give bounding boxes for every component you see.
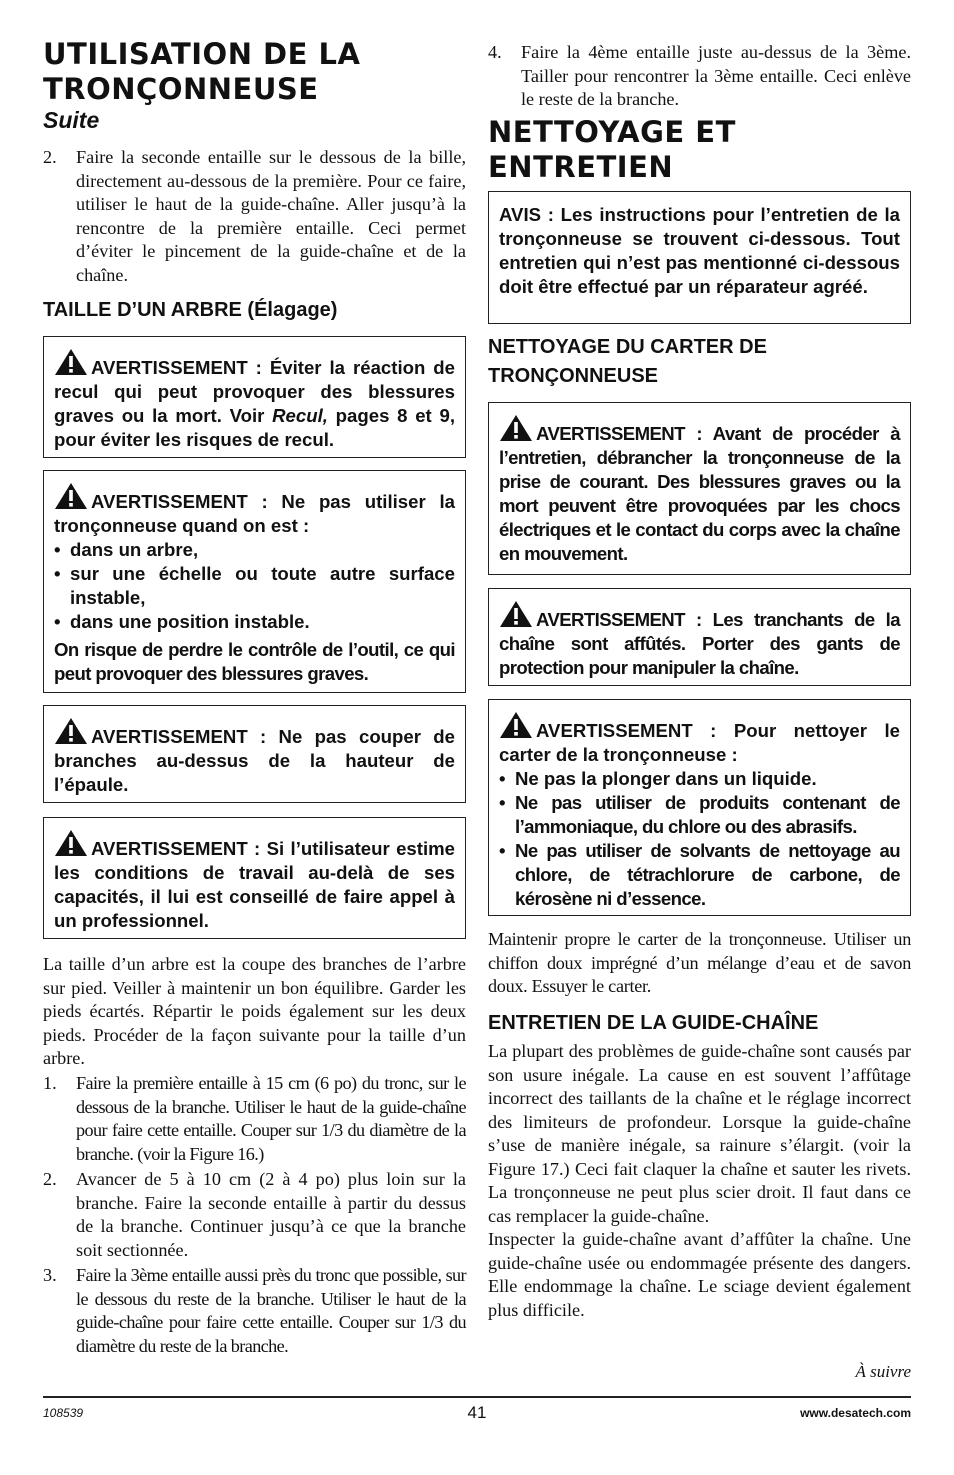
step-number: 2.: [43, 147, 57, 167]
step-number: 4.: [488, 42, 502, 62]
warning-text: AVERTISSEMENT : Pour nettoyer le carter de la tronçonneuse :: [499, 720, 900, 765]
footer-divider: [43, 1396, 911, 1398]
step-text: Faire la 4ème entaille juste au-dessus de la 3ème. Tailler pour rencontrer la 3ème entaille. Ceci enlève le reste de la branche.: [521, 42, 911, 109]
title-line-1: NETTOYAGE ET: [488, 115, 736, 149]
body-paragraph: Maintenir propre le carter de la tronçonneuse. Utiliser un chiffon doux imprégné d’un mélange d’eau et de savon doux. Essuyer le carter.: [488, 929, 911, 996]
section-heading: [488, 333, 911, 391]
bullet-text: dans un arbre,: [70, 539, 199, 560]
step-item: [43, 1168, 466, 1262]
step-number: 3.: [43, 1265, 57, 1285]
step-number: 1.: [43, 1073, 57, 1093]
warning-triangle-icon: [54, 482, 88, 510]
step-item: [488, 41, 911, 112]
warning-triangle-icon: [54, 829, 88, 857]
bullet-item: • dans un arbre,: [54, 538, 455, 562]
warning-text: AVERTISSEMENT : Avant de procéder à l’entretien, débrancher la tronçonneuse de la prise de courant. Des blessures graves ou la mort peuvent être provoquées par les chocs électriques et le contact du corps avec la chaîne en mouvement.: [499, 423, 900, 564]
section-heading: ENTRETIEN DE LA GUIDE-CHAÎNE: [488, 1012, 819, 1034]
body-paragraph: La taille d’un arbre est la coupe des branches de l’arbre sur pied. Veiller à maintenir un bon équilibre. Garder les pieds écartés. Répartir le poids également sur les deux pieds. Procéder de la façon suivante pour la taille d’un arbre.: [43, 954, 466, 1068]
warning-text-end: pages 8 et 9, pour éviter les risques de recul.: [54, 405, 455, 450]
step-text: Faire la première entaille à 15 cm (6 po) du tronc, sur le dessous de la branche. Utiliser le haut de la guide-chaîne pour faire cette entaille. Couper sur 1/3 du diamètre de la branche. (voir la Figure 16.): [76, 1073, 466, 1164]
warning-consequence: On risque de perdre le contrôle de l’outil, ce qui peut provoquer des blessures graves.: [54, 639, 455, 684]
bullet-item: • sur une échelle ou toute autre surface instable,: [54, 563, 455, 608]
page-number: 41: [467, 1403, 487, 1422]
notice-text: AVIS : Les instructions pour l’entretien de la tronçonneuse se trouvent ci-dessous. Tout entretien qui n’est pas mentionné ci-dessous doit être effectué par un réparateur agréé.: [499, 204, 900, 297]
notice-box: [488, 191, 911, 324]
warning-triangle-icon: [499, 600, 533, 628]
doc-number: 108539: [43, 1406, 84, 1420]
warning-box: [488, 699, 911, 916]
warning-text: AVERTISSEMENT : Ne pas couper de branches au-dessus de la hauteur de l’épaule.: [54, 726, 455, 795]
warning-box: [488, 588, 911, 686]
title-line-1: UTILISATION DE LA: [43, 37, 361, 71]
paragraph-guide-wear: La plupart des problèmes de guide-chaîne sont causés par son usure inégale. La cause en est souvent l’affûtage incorrect des taillants de la chaîne et le réglage incorrect des limiteurs de profondeur. Lorsque la guide-chaîne s’use de manière inégale, sa rainure s’élargit. (voir la Figure 17.) Ceci fait claquer la chaîne et sauter les rivets. La tronçonneuse ne peut plus scier droit. Il faut dans ce cas remplacer la guide-chaîne.: [488, 1041, 911, 1226]
warning-triangle-icon: [499, 414, 533, 442]
step-item: [43, 1072, 466, 1166]
warning-box: [488, 402, 911, 575]
section-heading: TAILLE D’UN ARBRE (Élagage): [43, 299, 338, 321]
warning-ref: Recul,: [272, 405, 328, 426]
heading-line-1: NETTOYAGE DU CARTER DE: [488, 336, 767, 358]
section-title: [488, 115, 911, 185]
warning-text: AVERTISSEMENT : Ne pas utiliser la tronçonneuse quand on est :: [54, 491, 455, 536]
warning-text: AVERTISSEMENT : Les tranchants de la chaîne sont affûtés. Porter des gants de protection pour manipuler la chaîne.: [499, 609, 900, 678]
heading-line-2: TRONÇONNEUSE: [488, 365, 659, 387]
section-title: [43, 37, 466, 133]
bullet-item: • Ne pas utiliser de produits contenant de l’ammoniaque, du chlore ou des abrasifs.: [499, 792, 900, 837]
warning-triangle-icon: [54, 348, 88, 376]
step-number: 2.: [43, 1169, 57, 1189]
bullet-item: • dans une position instable.: [54, 610, 455, 634]
step-item: [43, 146, 466, 287]
bullet-text: Ne pas la plonger dans un liquide.: [515, 768, 817, 789]
continued-label: À suivre: [855, 1362, 911, 1381]
warning-text: AVERTISSEMENT : Si l’utilisateur estime les conditions de travail au-delà de ses capacités, il lui est conseillé de faire appel à un professionnel.: [54, 838, 455, 931]
step-text: Faire la seconde entaille sur le dessous de la bille, directement au-dessous de la première. Pour ce faire, utiliser le haut de la guide-chaîne. Aller jusqu’à la rencontre de la première entaille. Ceci permet d’éviter le pincement de la guide-chaîne et de la chaîne.: [76, 147, 466, 285]
warning-text: AVERTISSEMENT : Éviter la réaction de recul qui peut provoquer des blessures graves ou la mort. Voir: [54, 357, 455, 426]
warning-box: [43, 817, 466, 939]
warning-box: [43, 470, 466, 693]
title-line-2: ENTRETIEN: [488, 150, 674, 184]
warning-triangle-icon: [54, 717, 88, 745]
step-item: [43, 1264, 466, 1358]
title-subtitle: Suite: [43, 107, 100, 133]
body-paragraph: [488, 1040, 911, 1322]
website: www.desatech.com: [800, 1406, 911, 1420]
bullet-text: Ne pas utiliser de solvants de nettoyage au chlore, de tétrachlorure de carbone, de kérosène ni d’essence.: [515, 840, 900, 909]
paragraph-inspect: Inspecter la guide-chaîne avant d’affûter la chaîne. Une guide-chaîne usée ou endommagée présente des dangers. Elle endommage la chaîne. Le sciage devient également plus difficile.: [488, 1229, 911, 1320]
title-line-2: TRONÇONNEUSE: [43, 72, 319, 106]
warning-box: [43, 336, 466, 458]
bullet-text: Ne pas utiliser de produits contenant de l’ammoniaque, du chlore ou des abrasifs.: [515, 792, 900, 837]
bullet-item: • Ne pas utiliser de solvants de nettoyage au chlore, de tétrachlorure de carbone, de kérosène ni d’essence.: [499, 840, 900, 909]
step-text: Avancer de 5 à 10 cm (2 à 4 po) plus loin sur la branche. Faire la seconde entaille à partir du dessus de la branche. Continuer jusqu’à ce que la branche soit sectionnée.: [76, 1169, 466, 1260]
warning-triangle-icon: [499, 711, 533, 739]
bullet-text: sur une échelle ou toute autre surface instable,: [70, 563, 455, 608]
warning-box: [43, 705, 466, 803]
step-text: Faire la 3ème entaille aussi près du tronc que possible, sur le dessous du reste de la branche. Utiliser le haut de la guide-chaîne pour faire cette entaille. Couper sur 1/3 du diamètre du reste de la branche.: [76, 1265, 466, 1356]
step-list: [43, 1072, 466, 1358]
bullet-item: • Ne pas la plonger dans un liquide.: [499, 767, 900, 791]
bullet-text: dans une position instable.: [70, 611, 310, 632]
